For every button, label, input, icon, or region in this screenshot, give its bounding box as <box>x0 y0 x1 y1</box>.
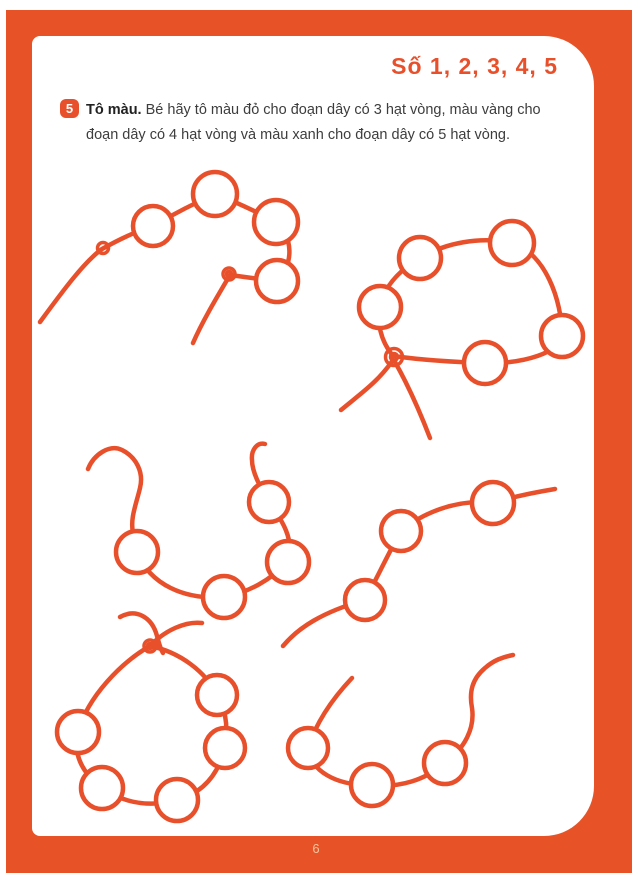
page-title: Số 1, 2, 3, 4, 5 <box>391 53 558 79</box>
instruction-body: Bé hãy tô màu đỏ cho đoạn dây có 3 hạt vòng, màu vàng cho đoạn dây có 4 hạt vòng và màu xanh cho đoạn dây có 5 hạt vòng. <box>86 102 541 143</box>
page-content-area <box>32 36 594 836</box>
instruction-title: Tô màu. <box>86 102 142 118</box>
exercise-instruction <box>60 98 570 148</box>
page-number: 6 <box>312 841 320 856</box>
instruction-text <box>86 98 562 148</box>
exercise-number-badge: 5 <box>60 99 79 118</box>
